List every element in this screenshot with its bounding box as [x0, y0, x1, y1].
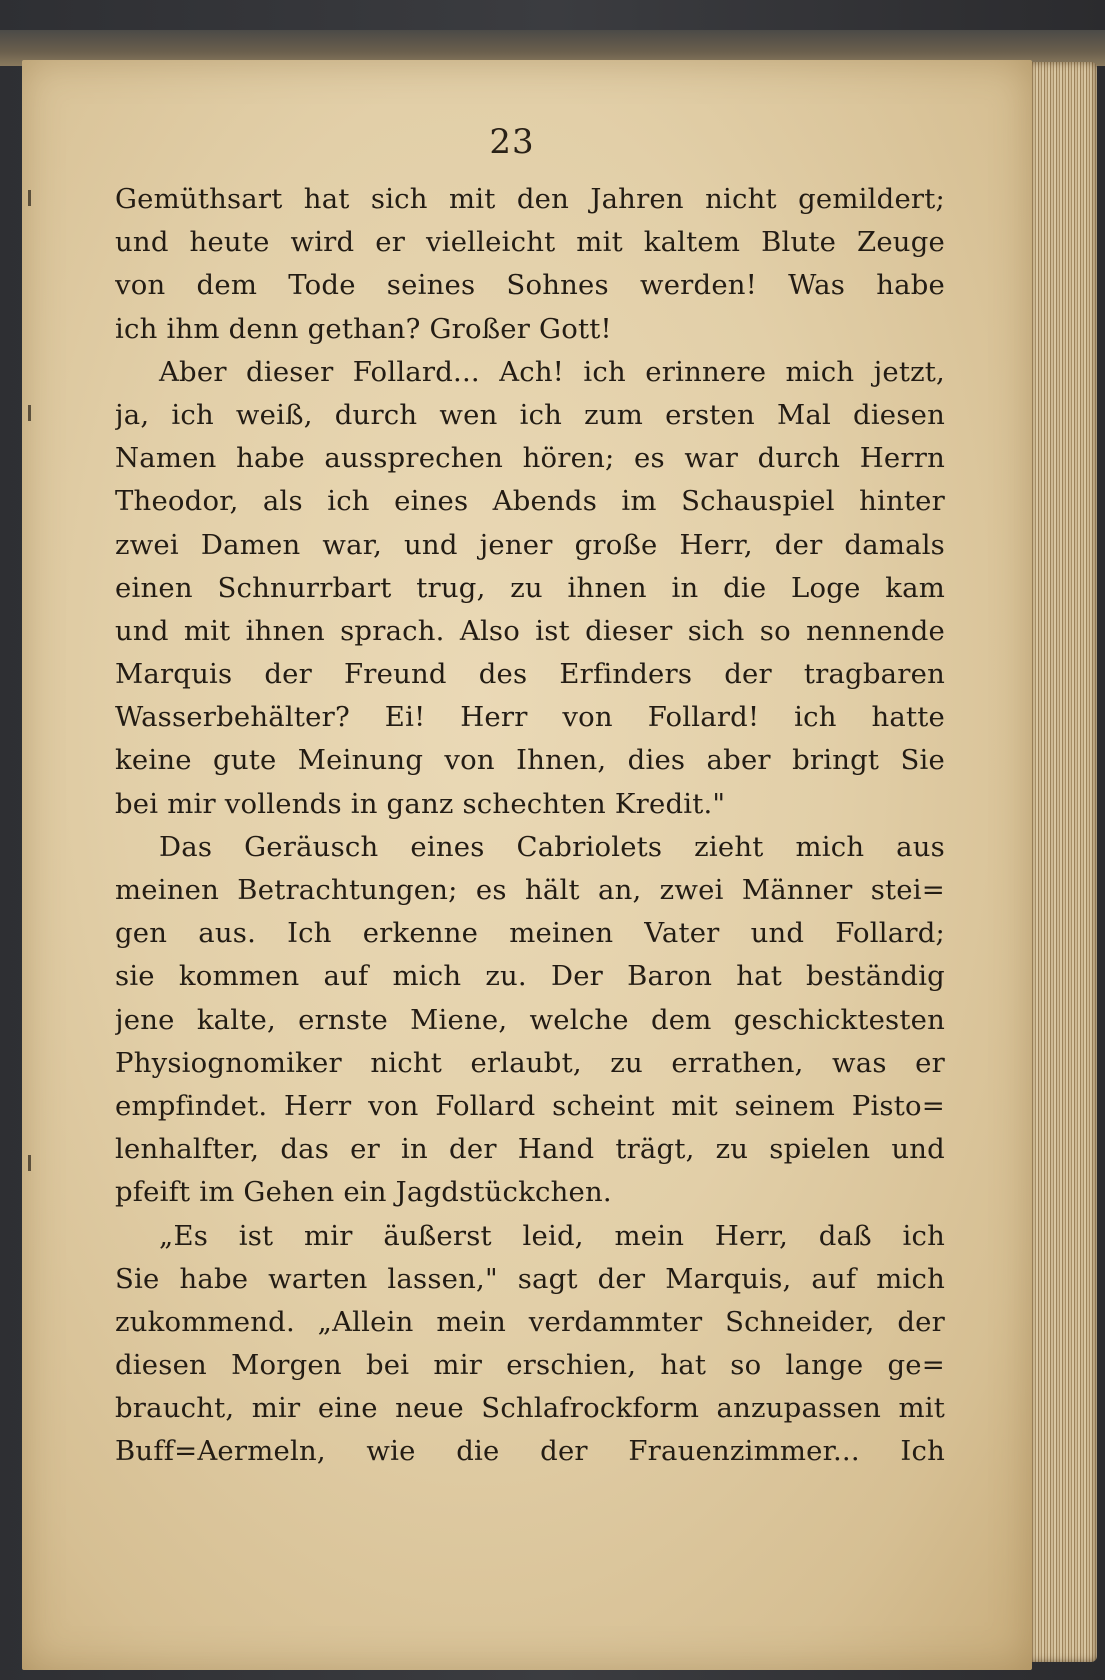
text-line: gen aus. Ich erkenne meinen Vater und Follard; — [115, 917, 945, 950]
text-line: Gemüthsart hat sich mit den Jahren nicht gemildert; — [115, 183, 945, 215]
text-line: bei mir vollends in ganz schechten Kredit." — [115, 787, 726, 820]
text-line: keine gute Meinung von Ihnen, dies aber bringt Sie — [115, 744, 945, 777]
text-line: ja, ich weiß, durch wen ich zum ersten Mal diesen — [115, 398, 945, 431]
text-line: Physiognomiker nicht erlaubt, zu errathen, was er — [115, 1046, 945, 1079]
body-text — [115, 178, 945, 1474]
text-line: und mit ihnen sprach. Also ist dieser sich so nennende — [115, 614, 945, 647]
text-line: empfindet. Herr von Follard scheint mit seinem Pisto= — [115, 1089, 945, 1122]
text-line: einen Schnurrbart trug, zu ihnen in die Loge kam — [115, 571, 945, 604]
text-line: Theodor, als ich eines Abends im Schauspiel hinter — [115, 485, 945, 518]
text-line: braucht, mir eine neue Schlafrockform anzupassen mit — [115, 1392, 945, 1425]
page-number: 23 — [489, 122, 535, 162]
margin-mark — [28, 1155, 31, 1171]
text-line: von dem Tode seines Sohnes werden! Was habe — [115, 269, 945, 302]
text-line: pfeift im Gehen ein Jagdstückchen. — [115, 1176, 612, 1209]
text-line: Marquis der Freund des Erfinders der tragbaren — [115, 658, 945, 691]
text-line: lenhalfter, das er in der Hand trägt, zu spielen und — [115, 1133, 945, 1166]
text-line: Aber dieser Follard... Ach! ich erinnere mich jetzt, — [159, 355, 945, 388]
text-line: „Es ist mir äußerst leid, mein Herr, daß ich — [159, 1219, 945, 1252]
margin-mark — [28, 405, 31, 421]
text-line: zwei Damen war, und jener große Herr, der damals — [115, 528, 945, 561]
text-line: ich ihm denn gethan? Großer Gott! — [115, 312, 612, 345]
text-line: diesen Morgen bei mir erschien, hat so lange ge= — [115, 1349, 945, 1382]
text-line: sie kommen auf mich zu. Der Baron hat beständig — [115, 960, 945, 993]
text-line: Sie habe warten lassen," sagt der Marquis, auf mich — [115, 1262, 945, 1295]
text-line: zukommend. „Allein mein verdammter Schneider, der — [115, 1305, 945, 1338]
text-line: Das Geräusch eines Cabriolets zieht mich aus — [159, 830, 945, 863]
text-line: meinen Betrachtungen; es hält an, zwei Männer stei= — [115, 874, 945, 906]
margin-mark — [28, 190, 31, 206]
text-line: Wasserbehälter? Ei! Herr von Follard! ich hatte — [115, 701, 945, 734]
text-line: Buff=Aermeln, wie die der Frauenzimmer... Ich — [115, 1435, 945, 1468]
text-line: und heute wird er vielleicht mit kaltem Blute Zeuge — [115, 226, 945, 259]
book-page-edges — [1027, 62, 1097, 1662]
text-line: Namen habe aussprechen hören; es war durch Herrn — [115, 442, 945, 475]
text-line: jene kalte, ernste Miene, welche dem geschicktesten — [115, 1003, 945, 1036]
book-page — [22, 60, 1032, 1670]
